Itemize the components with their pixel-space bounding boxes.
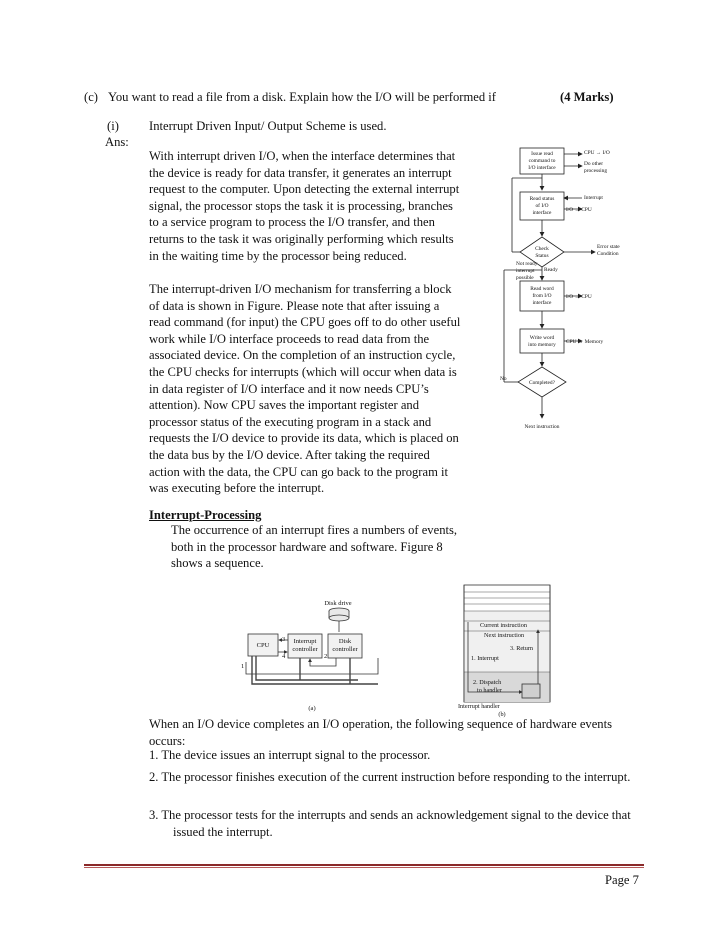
flow-box3-line1: Read word [530,286,554,292]
flow-interrupt-label: Interrupt [584,195,603,201]
fig-a-dc-line2: controller [332,646,358,653]
flow-box3-line2: from I/O [532,293,552,299]
flow-error-line1: Error state [597,244,620,250]
flow-not-ready-line3: possible [516,275,534,281]
flow-decision1-line1: Check [535,246,549,252]
flow-box1-side: CPU → I/O [584,150,610,156]
flow-box1-side2-line1: Do other [584,161,604,167]
fig-a-ic-line2: controller [292,646,318,653]
question-marks: (4 Marks) [560,90,614,104]
fig-b-dispatch-line2: to handler [477,687,502,694]
subpart-text: Interrupt Driven Input/ Output Scheme is used. [149,119,387,133]
fig-a-dc-line1: Disk [338,638,352,645]
fig-b-return: 3. Return [510,645,534,652]
flow-box1-side2-line2: processing [584,168,608,174]
footer-rule [84,864,644,866]
fig-b-caption: (b) [498,711,506,718]
subpart-label: (i) [107,119,119,133]
flow-box2-line3: interface [532,210,552,216]
interrupt-flowchart [500,142,650,434]
fig-a-n2: 2 [324,653,328,660]
fig-a-n1: 1 [241,663,245,670]
sequence-item-1: 1. The device issues an interrupt signal to the processor. [149,748,431,762]
interrupt-processing-heading: Interrupt-Processing [149,508,262,522]
flow-box3-line3: interface [532,300,552,306]
flow-ready-label: Ready [544,267,558,273]
flow-box2-line2: of I/O [535,203,549,209]
fig-a-ic-line1: Interrupt [293,638,317,645]
fig-b-current-instruction: Current instruction [480,622,527,629]
flow-error-line2: Condition [597,251,619,257]
flow-write-word-box [520,329,564,353]
fig-a-n3: 3 [282,636,286,643]
sequence-item-3: 3. The processor tests for the interrupts and sends an acknowledgement signal to the device that issued the interrupt. [149,808,631,839]
flow-box1-line2: command to [528,158,556,164]
fig-b-handler: Interrupt handler [458,703,500,710]
flow-not-ready-line2: interrupt [516,268,535,274]
flow-box2-line1: Read status [529,196,555,202]
fig-b-next-instruction: Next instruction [484,632,525,639]
paragraph-interrupt-io: With interrupt driven I/O, when the interface determines that the device is ready for data transfer, it generates an interrupt request to the computer. Upon detecting the external interrupt signal, the processor stops the task it is processing, branches to a service program to process the I/O transfer, and then returns to the task it was originally performing which results in the waiting time by the processor being reduced. [149,149,460,263]
fig-b-interrupt: 1. Interrupt [471,655,499,662]
flow-box4-side: CPU → Memory [566,339,604,345]
fig-a-caption: (a) [308,705,316,712]
flow-decision1-line2: Status [535,253,549,259]
figure-a-hardware [238,592,386,712]
flow-box3-side: I/O → CPU [566,294,592,300]
flow-box1-line1: Issue read [531,151,553,157]
fig-a-cpu-label: CPU [256,642,270,649]
interrupt-processing-text: The occurrence of an interrupt fires a numbers of events, both in the processor hardware and software. Figure 8 shows a sequence. [171,523,458,571]
flow-decision2: Completed? [528,380,556,386]
ans-label: Ans: [105,135,129,149]
flow-box4-line2: into memory [528,342,556,348]
flow-box1-line3: I/O interface [528,165,556,171]
sequence-item-2: 2. The processor finishes execution of the current instruction before responding to the interrupt. [149,770,631,784]
paragraph-interrupt-mechanism: The interrupt-driven I/O mechanism for transferring a block of data is shown in Figure. Please note that after issuing a read command (for input) the CPU goes off to do other useful work while I/O interface proceeds to read data from the associated device. On the completion of an instruction cycle, the CPU checks for interrupts (which will occur when data is in data register of I/O interface and it now needs CPU’s attention). Now CPU saves the important register and processor status of the executing program in a stack and requests the I/O device to provide its data, which is placed on the data bus by the I/O device. After taking the required action with the data, the CPU can go back to the program it was executing before the interrupt. [149,282,461,496]
footer-rule-thin [84,867,644,868]
fig-a-n4: 4 [282,653,286,660]
sequence-intro: When an I/O device completes an I/O operation, the following sequence of hardware events occurs: [149,717,612,748]
flow-box4-line1: Write word [529,335,555,341]
fig-a-disk-drive-label: Disk drive [324,600,352,607]
page-number: Page 7 [605,873,639,887]
flow-no-label: No [500,376,507,382]
fig-b-dispatch-line1: 2. Dispatch [473,679,502,686]
flow-next-instruction: Next instruction [524,424,560,430]
question-label: (c) [84,90,98,104]
flow-box2-side: I/O → CPU [566,207,592,213]
figure-b-program-flow [458,584,554,718]
question-text: You want to read a file from a disk. Explain how the I/O will be performed if [108,90,496,104]
flow-not-ready-line1: Not ready [516,261,538,267]
